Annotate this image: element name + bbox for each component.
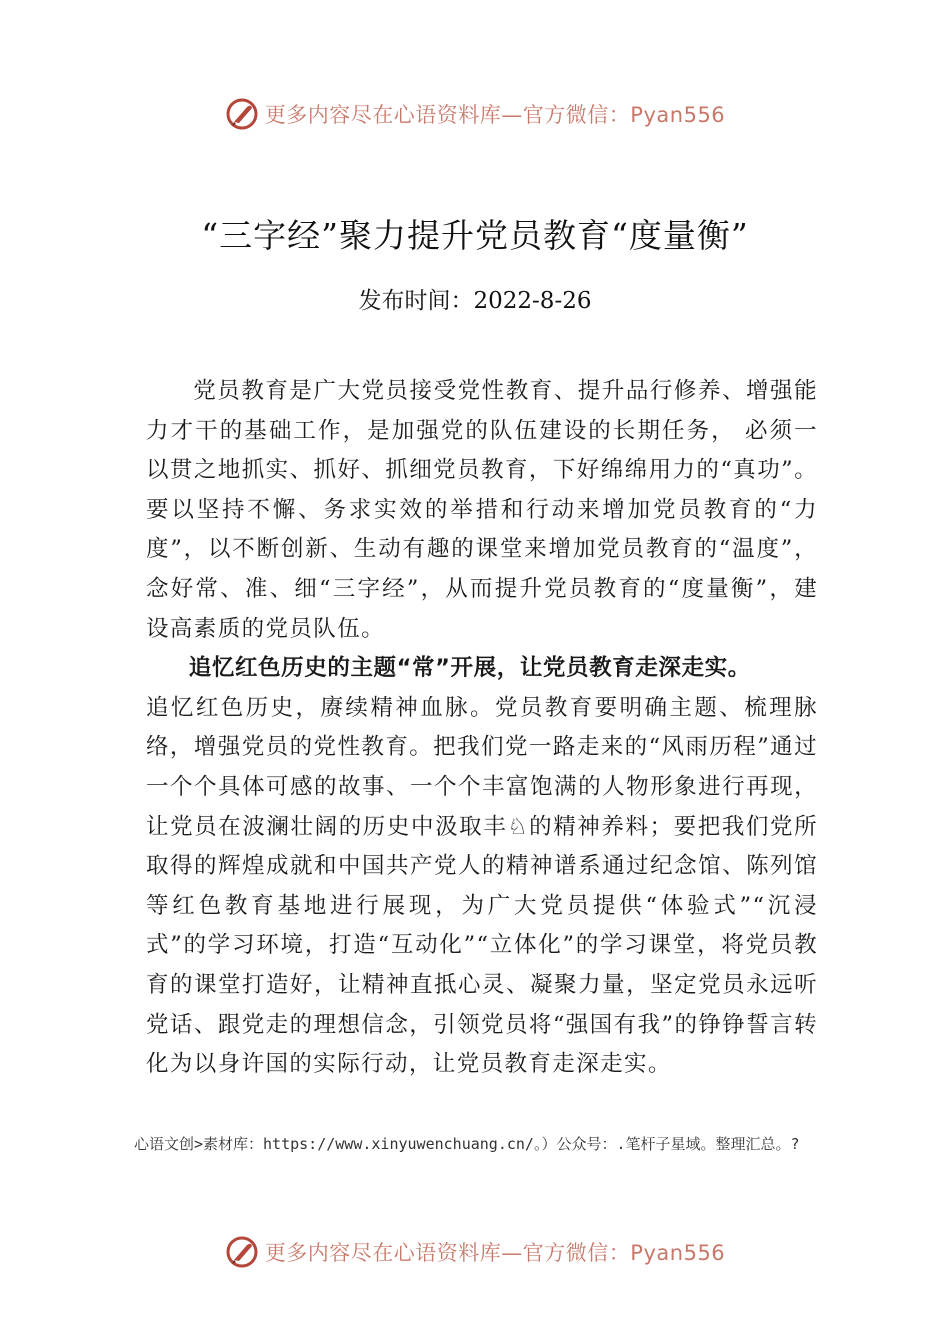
quill-pen-logo-icon xyxy=(225,1235,259,1269)
quill-pen-logo-icon xyxy=(225,97,259,131)
footer-watermark-banner xyxy=(0,1232,950,1272)
source-footnote: 心语文创>素材库：https://www.xinyuwenchuang.cn/。）公众号：.笔杆子星域。整理汇总。? xyxy=(134,1135,800,1153)
section-heading: 追忆红色历史的主题“常”开展，让党员教育走深走实。 xyxy=(188,655,751,682)
header-banner-text: 更多内容尽在心语资料库—官方微信：Pyan556 xyxy=(264,103,726,127)
publish-date: 发布时间：2022-8-26 xyxy=(358,288,592,314)
footer-banner-text: 更多内容尽在心语资料库—官方微信：Pyan556 xyxy=(264,1241,726,1265)
article-title: “三字经”聚力提升党员教育“度量衡” xyxy=(201,216,749,255)
header-watermark-banner xyxy=(0,94,950,134)
section-paragraph: 追忆红色历史，赓续精神血脉。党员教育要明确主题、梳理脉络，增强党员的党性教育。把我们党一路走来的“风雨历程”通过一个个具体可感的故事、一个个丰富饱满的人物形象进行再现，让党员在波澜壮阔的历史中汲取丰♘的精神养料；要把我们党所取得的辉煌成就和中国共产党人的精神谱系通过纪念馆、陈列馆等红色教育基地进行展现，为广大党员提供“体验式”“沉浸式”的学习环境，打造“互动化”“立体化”的学习课堂，将党员教育的课堂打造好，让精神直抵心灵、凝聚力量，坚定党员永远听党话、跟党走的理想信念，引领党员将“强国有我”的铮铮誓言转化为以身许国的实际行动，让党员教育走深走实。 xyxy=(146,694,818,1078)
intro-paragraph: 党员教育是广大党员接受党性教育、提升品行修养、增强能力才干的基础工作，是加强党的队伍建设的长期任务， 必须一以贯之地抓实、抓好、抓细党员教育，下好绵绵用力的“真功”。要以坚持不懈、务求实效的举措和行动来增加党员教育的“力度”，以不断创新、生动有趣的课堂来增加党员教育的“温度”，念好常、准、细“三字经”，从而提升党员教育的“度量衡”，建设高素质的党员队伍。 xyxy=(146,378,818,642)
article-body xyxy=(146,372,818,1085)
